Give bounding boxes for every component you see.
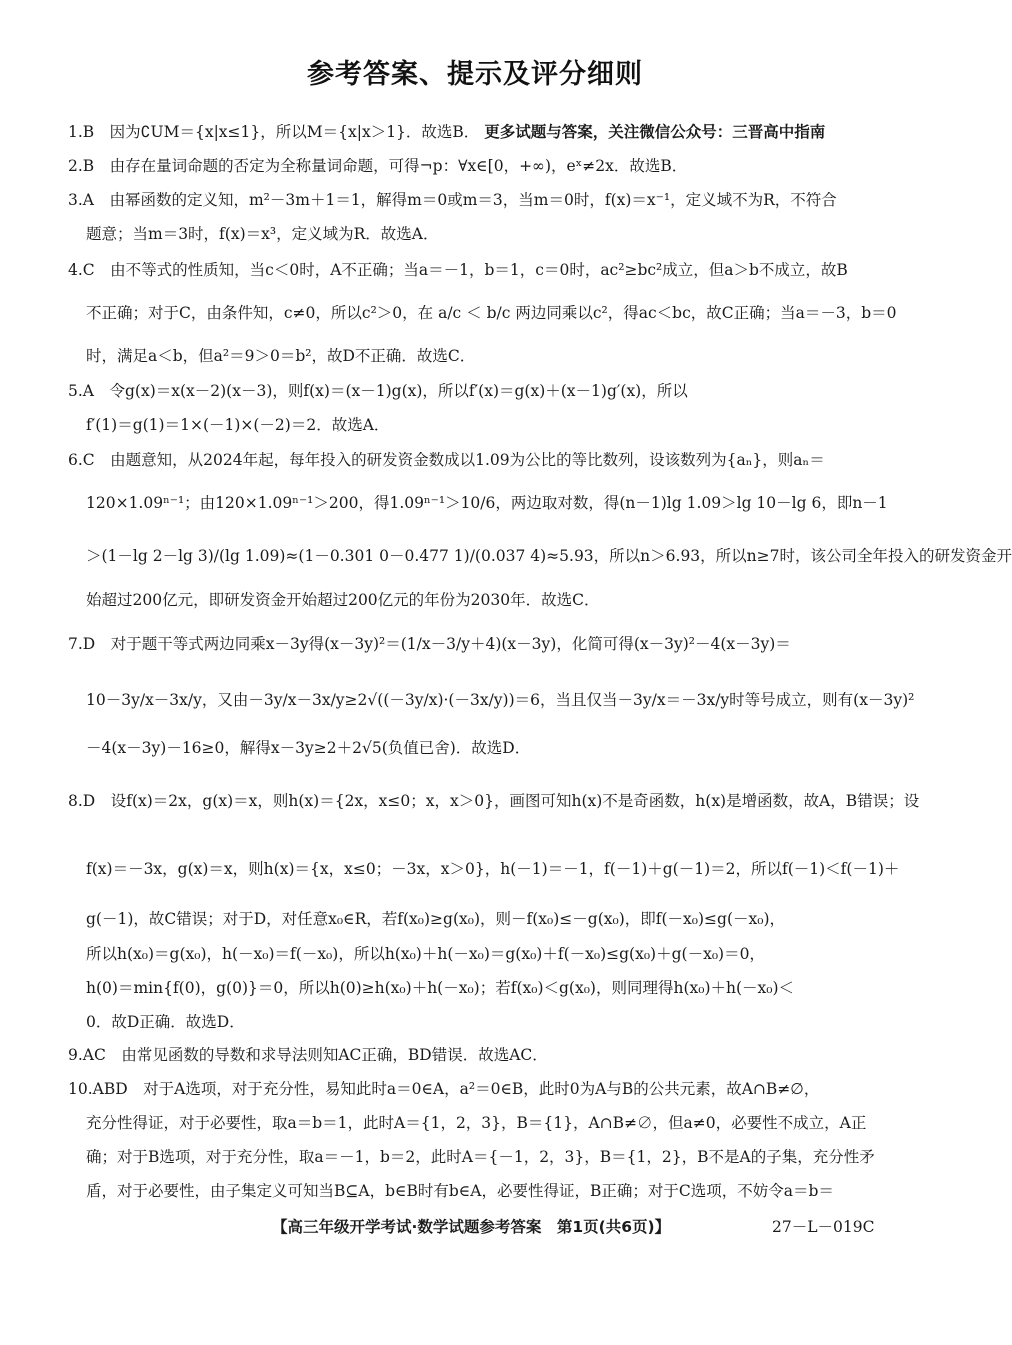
answer-8-cont: h(0)＝min{f(0)，g(0)}＝0，所以h(0)≥h(x₀)＋h(－x₀)；若f(x₀)＜g(x₀)，则同理得h(x₀)＋h(－x₀)＜ xyxy=(86,979,795,997)
answer-4-cont: 时，满足a＜b，但a²＝9＞0＝b²，故D不正确．故选C． xyxy=(86,347,476,365)
answer-8-cont: 0．故D正确．故选D． xyxy=(86,1013,245,1031)
answer-3: 3.A 由幂函数的定义知，m²－3m＋1＝1，解得m＝0或m＝3，当m＝0时，f(x)＝x⁻¹，定义域不为R，不符合 xyxy=(68,191,837,209)
answer-8-cont: f(x)＝－3x，g(x)＝x，则h(x)＝{x，x≤0；－3x，x＞0}，h(－1)＝－1，f(－1)＋g(－1)＝2，所以f(－1)＜f(－1)＋ xyxy=(86,860,900,878)
answer-5-cont: f′(1)＝g(1)＝1×(－1)×(－2)＝2．故选A． xyxy=(86,416,390,434)
promo-text: 更多试题与答案，关注微信公众号：三晋高中指南 xyxy=(484,123,826,141)
answer-10-cont: 充分性得证，对于必要性，取a＝b＝1，此时A＝{1，2，3}，B＝{1}，A∩B≠∅，但a≠0，必要性不成立，A正 xyxy=(86,1114,867,1132)
answer-6: 6.C 由题意知，从2024年起，每年投入的研发资金数成以1.09为公比的等比数列，设该数列为{aₙ}，则aₙ＝ xyxy=(68,451,825,469)
answer-8-cont: g(－1)，故C错误；对于D，对任意x₀∈R，若f(x₀)≥g(x₀)，则－f(x₀)≤－g(x₀)，即f(－x₀)≤g(－x₀)， xyxy=(86,910,786,928)
answer-4: 4.C 由不等式的性质知，当c＜0时，A不正确；当a＝－1，b＝1，c＝0时，ac²≥bc²成立，但a＞b不成立，故B xyxy=(68,261,848,279)
answer-10-cont: 确；对于B选项，对于充分性，取a＝－1，b＝2，此时A＝{－1，2，3}，B＝{1，2}，B不是A的子集，充分性矛 xyxy=(86,1148,875,1166)
answer-8: 8.D 设f(x)＝2x，g(x)＝x，则h(x)＝{2x，x≤0；x，x＞0}，画图可知h(x)不是奇函数，h(x)是增函数，故A，B错误；设 xyxy=(68,792,920,810)
answer-5: 5.A 令g(x)＝x(x－2)(x－3)，则f(x)＝(x－1)g(x)，所以f′(x)＝g(x)＋(x－1)g′(x)，所以 xyxy=(68,382,688,400)
answer-9: 9.AC 由常见函数的导数和求导法则知AC正确，BD错误．故选AC． xyxy=(68,1046,548,1064)
answer-8-cont: 所以h(x₀)＝g(x₀)，h(－x₀)＝f(－x₀)，所以h(x₀)＋h(－x₀)＝g(x₀)＋f(－x₀)≤g(x₀)＋g(－x₀)＝0， xyxy=(86,945,765,963)
answer-6-cont: ＞(1－lg 2－lg 3)/(lg 1.09)≈(1－0.301 0－0.477 1)/(0.037 4)≈5.93，所以n＞6.93，所以n≥7时，该公司全年投入的研发资金开 xyxy=(86,547,1012,565)
answer-7-cont: 10－3y/x－3x/y，又由－3y/x－3x/y≥2√((－3y/x)·(－3x/y))＝6，当且仅当－3y/x＝－3x/y时等号成立，则有(x－3y)² xyxy=(86,691,915,709)
answer-2: 2.B 由存在量词命题的否定为全称量词命题，可得¬p：∀x∈[0，+∞)，eˣ≠2x．故选B． xyxy=(68,157,688,175)
answer-6-cont: 120×1.09ⁿ⁻¹；由120×1.09ⁿ⁻¹＞200，得1.09ⁿ⁻¹＞10/6，两边取对数，得(n－1)lg 1.09＞lg 10－lg 6，即n－1 xyxy=(86,494,888,512)
answer-7-cont: －4(x－3y)－16≥0，解得x－3y≥2＋2√5(负值已舍)．故选D． xyxy=(86,739,531,757)
answer-10-cont: 盾，对于必要性，由子集定义可知当B⊆A，b∈B时有b∈A，必要性得证，B正确；对于C选项，不妨令a＝b＝ xyxy=(86,1182,834,1200)
answer-10: 10.ABD 对于A选项，对于充分性，易知此时a＝0∈A，a²＝0∈B，此时0为A与B的公共元素，故A∩B≠∅， xyxy=(68,1080,820,1098)
answer-6-cont: 始超过200亿元，即研发资金开始超过200亿元的年份为2030年．故选C． xyxy=(86,591,600,609)
answer-1-text: 1.B 因为∁UM＝{x|x≤1}，所以M＝{x|x＞1}．故选B． xyxy=(68,123,480,141)
answer-7: 7.D 对于题干等式两边同乘x－3y得(x－3y)²＝(1/x－3/y＋4)(x－3y)，化简可得(x－3y)²－4(x－3y)＝ xyxy=(68,635,791,653)
footer-code: 27－L－019C xyxy=(772,1218,875,1236)
footer-label: 【高三年级开学考试·数学试题参考答案 第1页(共6页)】 xyxy=(272,1218,671,1236)
answer-1 xyxy=(68,121,888,143)
page-title: 参考答案、提示及评分细则 xyxy=(307,59,643,90)
answer-4-cont: 不正确；对于C，由条件知，c≠0，所以c²＞0，在 a/c ＜ b/c 两边同乘以c²，得ac＜bc，故C正确；当a＝－3，b＝0 xyxy=(86,304,897,322)
answer-3-cont: 题意；当m＝3时，f(x)＝x³，定义域为R．故选A． xyxy=(86,225,439,243)
